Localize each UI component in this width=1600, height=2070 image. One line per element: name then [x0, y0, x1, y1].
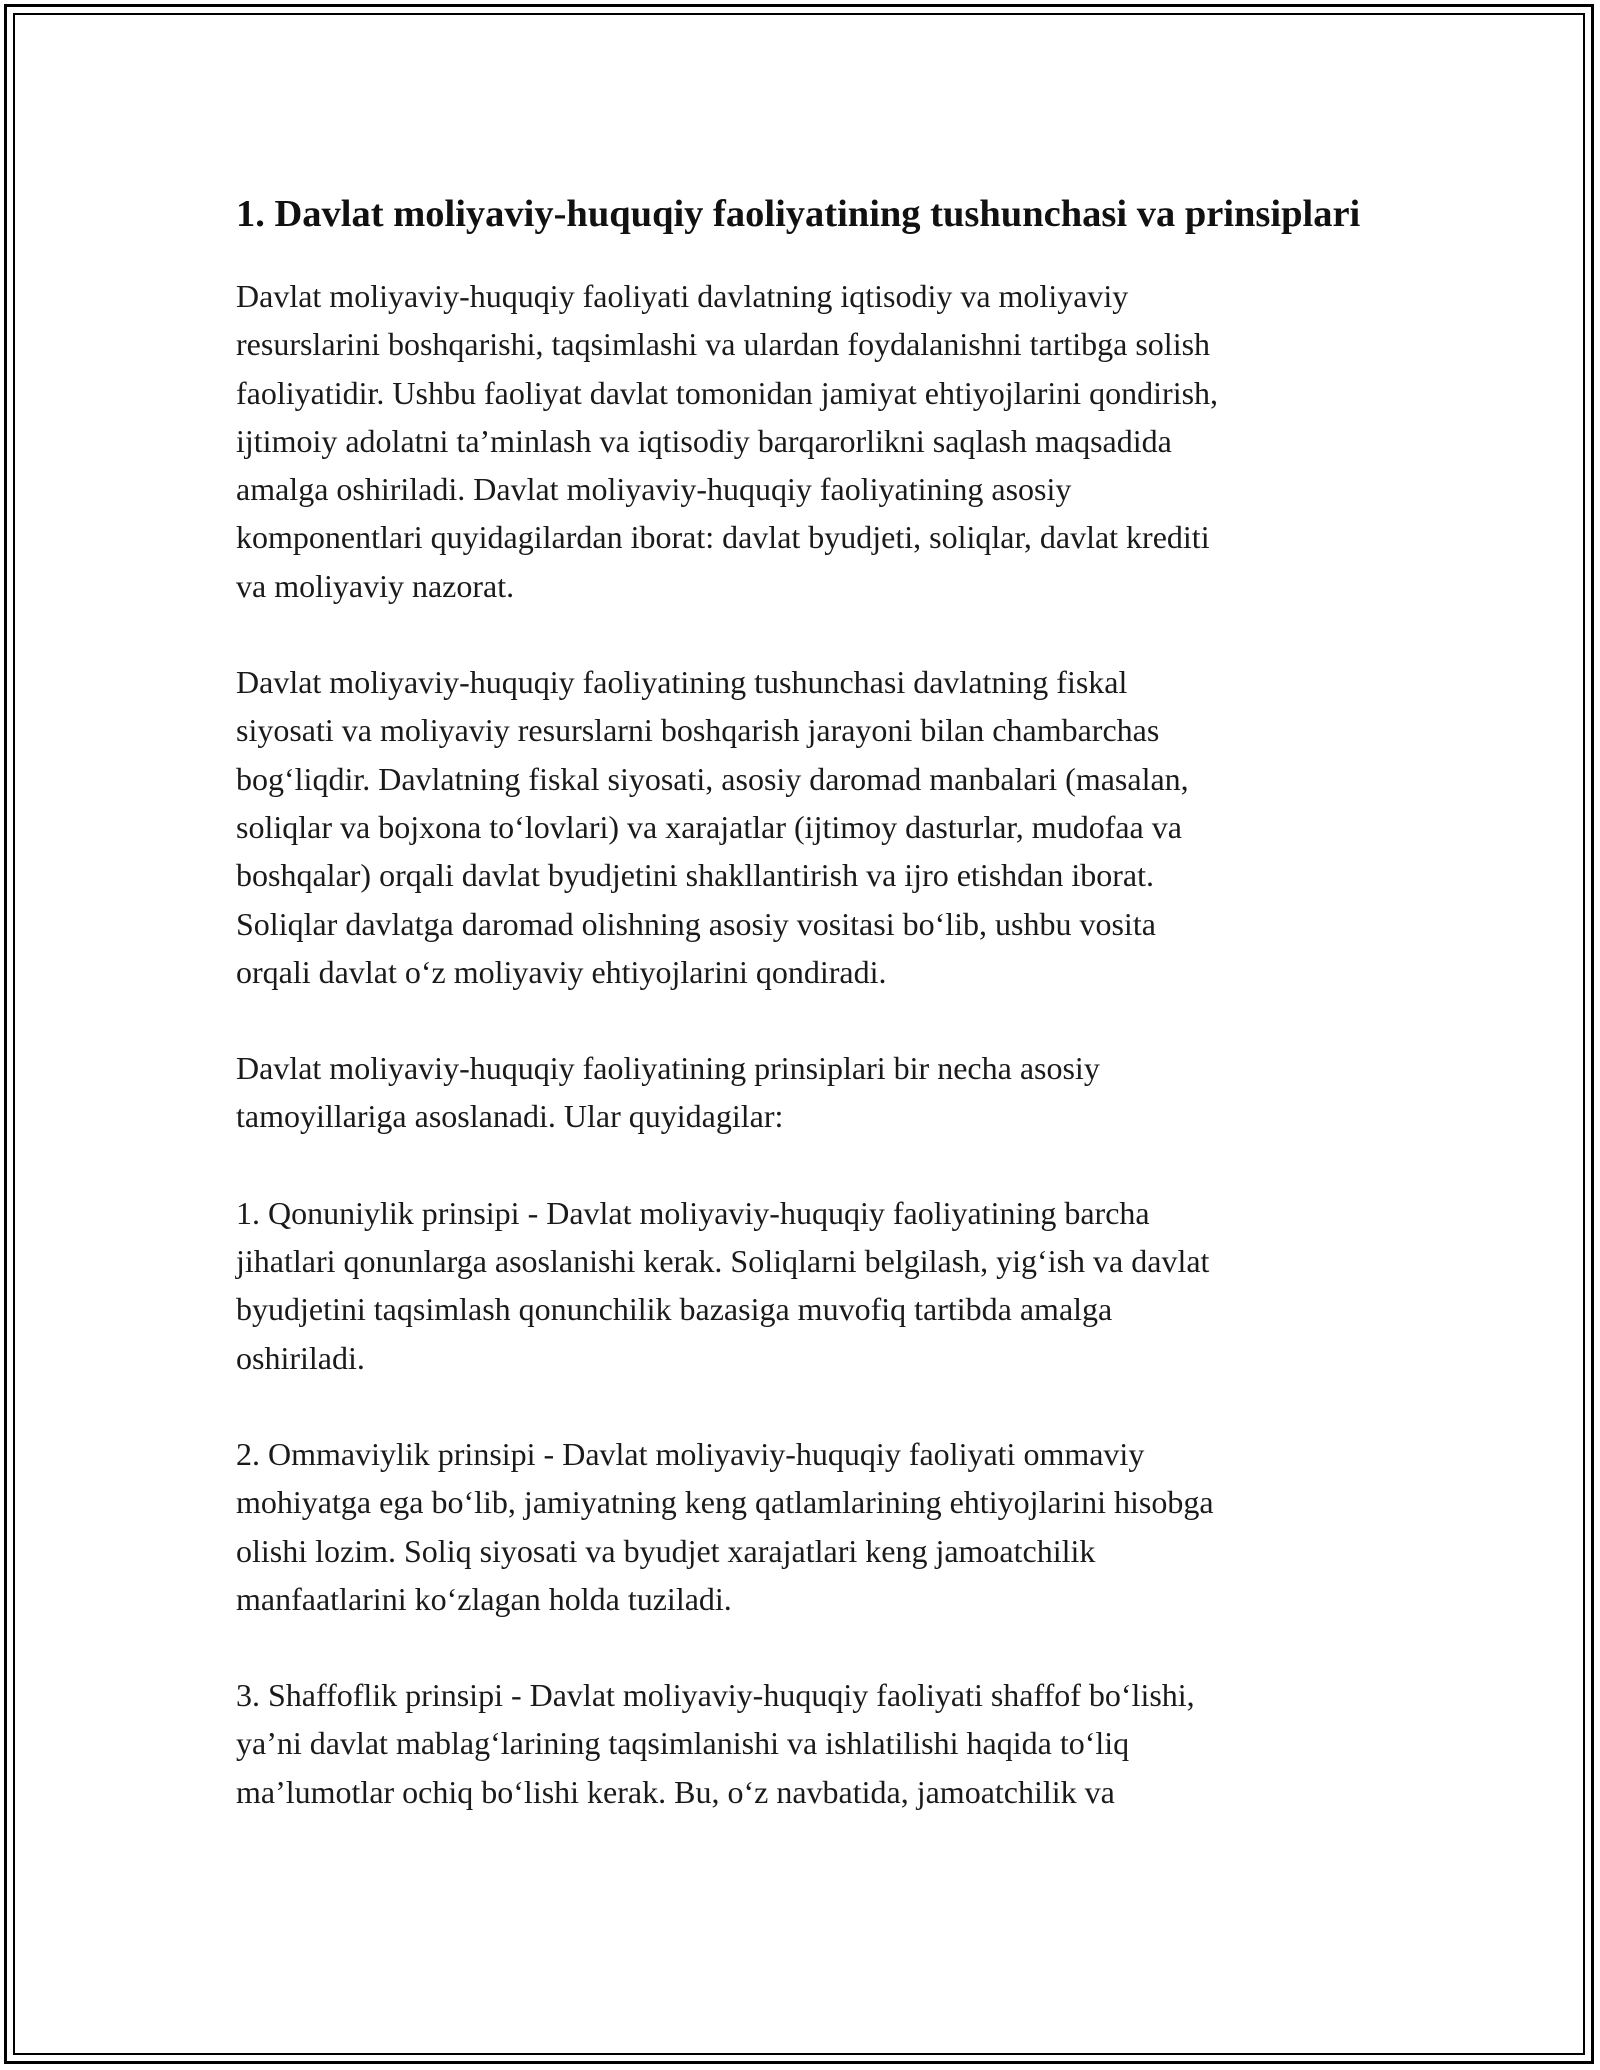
section-heading: 1. Davlat moliyaviy-huquqiy faoliyatining tushunchasi va prinsiplari	[236, 193, 1361, 235]
paragraph-concept: Davlat moliyaviy-huquqiy faoliyatining tushunchasi davlatning fiskal siyosati va moliyaviy resurslarni boshqarish jarayoni bilan chambarchas bog‘liqdir. Davlatning fiskal siyosati, asosiy daromad manbalari (masalan, soliqlar va bojxona to‘lovlari) va xarajatlar (ijtimoy dasturlar, mudofaa va boshqalar) orqali davlat byudjetini shakllantirish va ijro etishdan iborat. Soliqlar davlatga daromad olishning asosiy vositasi bo‘lib, ushbu vosita orqali davlat o‘z moliyaviy ehtiyojlarini qondiradi.	[236, 664, 1189, 990]
paragraph-definition: Davlat moliyaviy-huquqiy faoliyati davlatning iqtisodiy va moliyaviy resurslarini boshqarishi, taqsimlashi va ulardan foydalanishni tartibga solish faoliyatidir. Ushbu faoliyat davlat tomonidan jamiyat ehtiyojlarini qondirish, ijtimoiy adolatni ta’minlash va iqtisodiy barqarorlikni saqlash maqsadida amalga oshiriladi. Davlat moliyaviy-huquqiy faoliyatining asosiy komponentlari quyidagilardan iborat: davlat byudjeti, soliqlar, davlat krediti va moliyaviy nazorat.	[236, 278, 1219, 604]
paragraph-principle-transparency: 3. Shaffoflik prinsipi - Davlat moliyaviy-huquqiy faoliyati shaffof bo‘lishi, ya’ni davlat mablag‘larining taqsimlanishi va ishlatilishi haqida to‘liq ma’lumotlar ochiq bo‘lishi kerak. Bu, o‘z navbatida, jamoatchilik va	[236, 1677, 1195, 1810]
paragraph-principles-intro: Davlat moliyaviy-huquqiy faoliyatining prinsiplari bir necha asosiy tamoyillariga asoslanadi. Ular quyidagilar:	[236, 1050, 1100, 1135]
document-body	[236, 186, 1376, 1864]
paragraph-principle-publicity: 2. Ommaviylik prinsipi - Davlat moliyaviy-huquqiy faoliyati ommaviy mohiyatga ega bo‘lib, jamiyatning keng qatlamlarining ehtiyojlarini hisobga olishi lozim. Soliq siyosati va byudjet xarajatlari keng jamoatchilik manfaatlarini ko‘zlagan holda tuziladi.	[236, 1435, 1214, 1617]
paragraph-principle-legality: 1. Qonuniylik prinsipi - Davlat moliyaviy-huquqiy faoliyatining barcha jihatlari qonunlarga asoslanishi kerak. Soliqlarni belgilash, yig‘ish va davlat byudjetini taqsimlash qonunchilik bazasiga muvofiq tartibda amalga oshiriladi.	[236, 1194, 1210, 1376]
